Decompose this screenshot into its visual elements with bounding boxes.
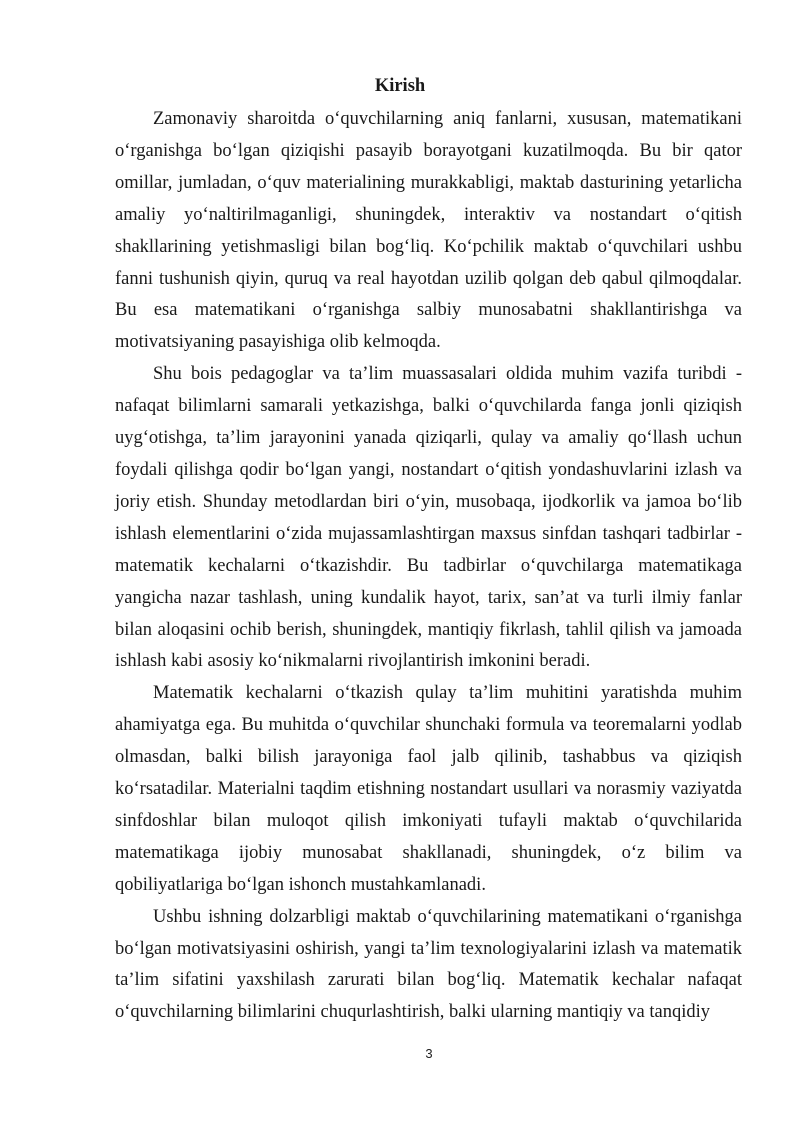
page-number: 3 [425, 1046, 433, 1061]
section-title: Kirish [374, 76, 426, 96]
body-text [115, 104, 742, 1029]
paragraph: Zamonaviy sharoitda o‘quvchilarning aniq fanlarni, xususan, matematikani o‘rganishga bo‘lgan qiziqishi pasayib borayotgani kuzatilmoqda. Bu bir qator omillar, jumladan, o‘quv materialining murakkabligi, maktab dasturining yetarlicha amaliy yo‘naltirilmaganligi, shuningdek, interaktiv va nostandart o‘qitish shakllarining yetishmasligi bilan bog‘liq. Ko‘pchilik maktab o‘quvchilari ushbu fanni tushunish qiyin, quruq va real hayotdan uzilib qolgan deb qabul qilmoqdalar. Bu esa matematikani o‘rganishga salbiy munosabatni shakllantirishga va motivatsiyaning pasayishiga olib kelmoqda. [115, 109, 742, 353]
paragraph: Shu bois pedagoglar va ta’lim muassasalari oldida muhim vazifa turibdi - nafaqat bilimlarni samarali yetkazishga, balki o‘quvchilarda fanga jonli qiziqish uyg‘otishga, ta’lim jarayonini yanada qiziqarli, qulay va amaliy qo‘llash uchun foydali qilishga qodir bo‘lgan yangi, nostandart o‘qitish yondashuvlarini izlash va joriy etish. Shunday metodlardan biri o‘yin, musobaqa, ijodkorlik va jamoa bo‘lib ishlash elementlarini o‘zida mujassamlashtirgan maxsus sinfdan tashqari tadbirlar - matematik kechalarni o‘tkazishdir. Bu tadbirlar o‘quvchilarga matematikaga yangicha nazar tashlash, uning kundalik hayot, tarix, san’at va turli ilmiy fanlar bilan aloqasini ochib berish, shuningdek, mantiqiy fikrlash, tahlil qilish va jamoada ishlash kabi asosiy ko‘nikmalarni rivojlantirish imkonini beradi. [115, 364, 742, 672]
paragraph: Matematik kechalarni o‘tkazish qulay ta’lim muhitini yaratishda muhim ahamiyatga ega. Bu muhitda o‘quvchilar shunchaki formula va teoremalarni yodlab olmasdan, balki bilish jarayoniga faol jalb qilinib, tashabbus va qiziqish ko‘rsatadilar. Materialni taqdim etishning nostandart usullari va norasmiy vaziyatda sinfdoshlar bilan muloqot qilish imkoniyati tufayli maktab o‘quvchilarida matematikaga ijobiy munosabat shakllanadi, shuningdek, o‘z bilim va qobiliyatlariga bo‘lgan ishonch mustahkamlanadi. [115, 683, 742, 895]
paragraph: Ushbu ishning dolzarbligi maktab o‘quvchilarining matematikani o‘rganishga bo‘lgan motivatsiyasini oshirish, yangi ta’lim texnologiyalarini izlash va matematik ta’lim sifatini yaxshilash zarurati bilan bog‘liq. Matematik kechalar nafaqat o‘quvchilarning bilimlarini chuqurlashtirish, balki ularning mantiqiy va tanqidiy [115, 906, 742, 1023]
